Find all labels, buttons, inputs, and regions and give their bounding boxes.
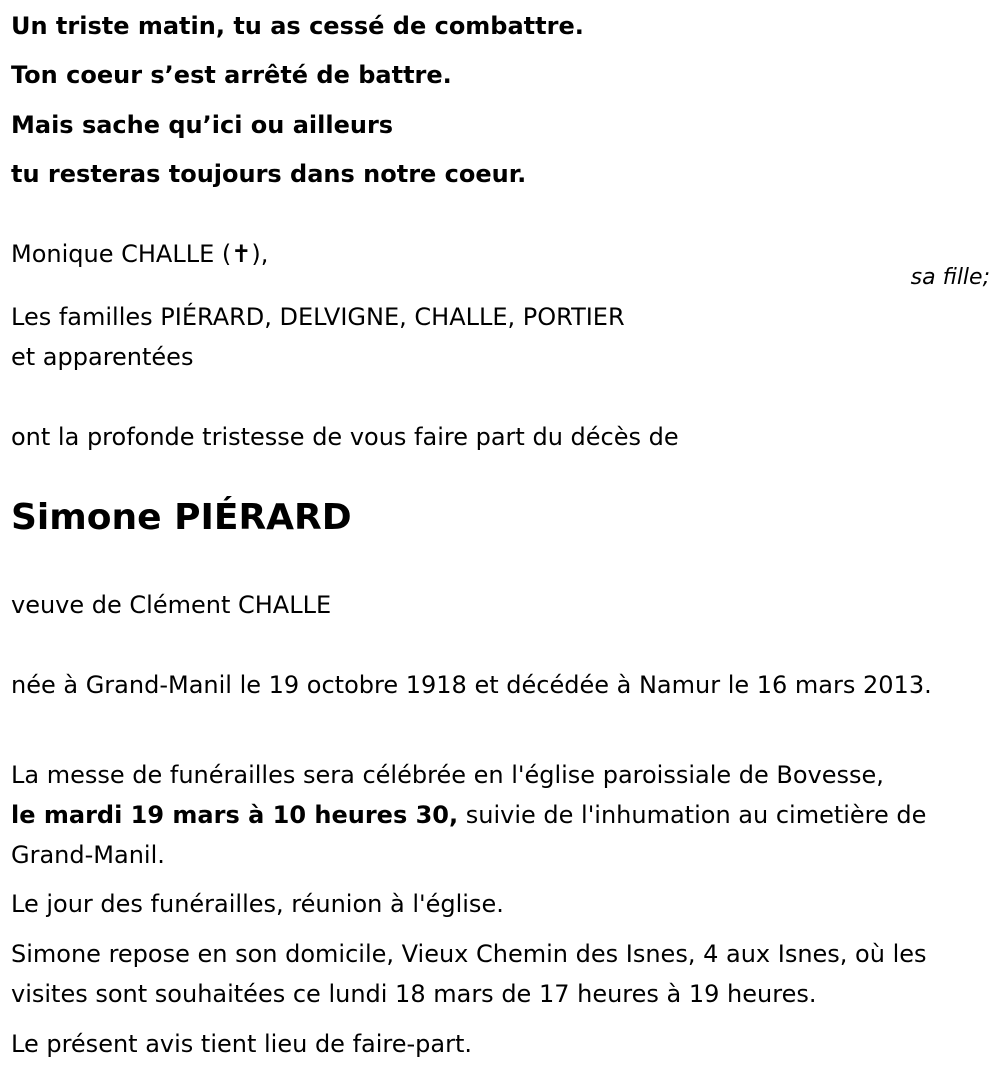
families-line-2: et apparentées bbox=[11, 343, 194, 371]
announcement-text: ont la profonde tristesse de vous faire part du décès de bbox=[11, 423, 679, 451]
daughter-name: Monique CHALLE (✝), bbox=[11, 240, 269, 268]
poem-line-2: Ton coeur s’est arrêté de battre. bbox=[11, 61, 452, 89]
widow-of: veuve de Clément CHALLE bbox=[11, 591, 332, 619]
poem-line-4: tu resteras toujours dans notre coeur. bbox=[11, 160, 527, 188]
mass-burial: suivie de l'inhumation au cimetière de Grand-Manil. bbox=[11, 801, 927, 869]
daughter-role: sa fille; bbox=[910, 265, 990, 290]
mass-date: le mardi 19 mars à 10 heures 30, bbox=[11, 801, 459, 829]
birth-death-text: née à Grand-Manil le 19 octobre 1918 et décédée à Namur le 16 mars 2013. bbox=[11, 671, 932, 699]
mass-location: La messe de funérailles sera célébrée en l'église paroissiale de Bovesse, bbox=[11, 761, 884, 789]
families-line-1: Les familles PIÉRARD, DELVIGNE, CHALLE, PORTIER bbox=[11, 303, 625, 331]
deceased-name: Simone PIÉRARD bbox=[11, 497, 352, 538]
poem-line-3: Mais sache qu’ici ou ailleurs bbox=[11, 111, 394, 139]
funeral-mass-paragraph bbox=[11, 755, 986, 875]
visits-text: Simone repose en son domicile, Vieux Chemin des Isnes, 4 aux Isnes, où les visites sont souhaitées ce lundi 18 mars de 17 heures à 19 heures. bbox=[11, 940, 927, 1008]
meeting-text: Le jour des funérailles, réunion à l'église. bbox=[11, 890, 504, 918]
poem-line-1: Un triste matin, tu as cessé de combattre. bbox=[11, 12, 584, 40]
notice-text: Le présent avis tient lieu de faire-part. bbox=[11, 1030, 473, 1058]
